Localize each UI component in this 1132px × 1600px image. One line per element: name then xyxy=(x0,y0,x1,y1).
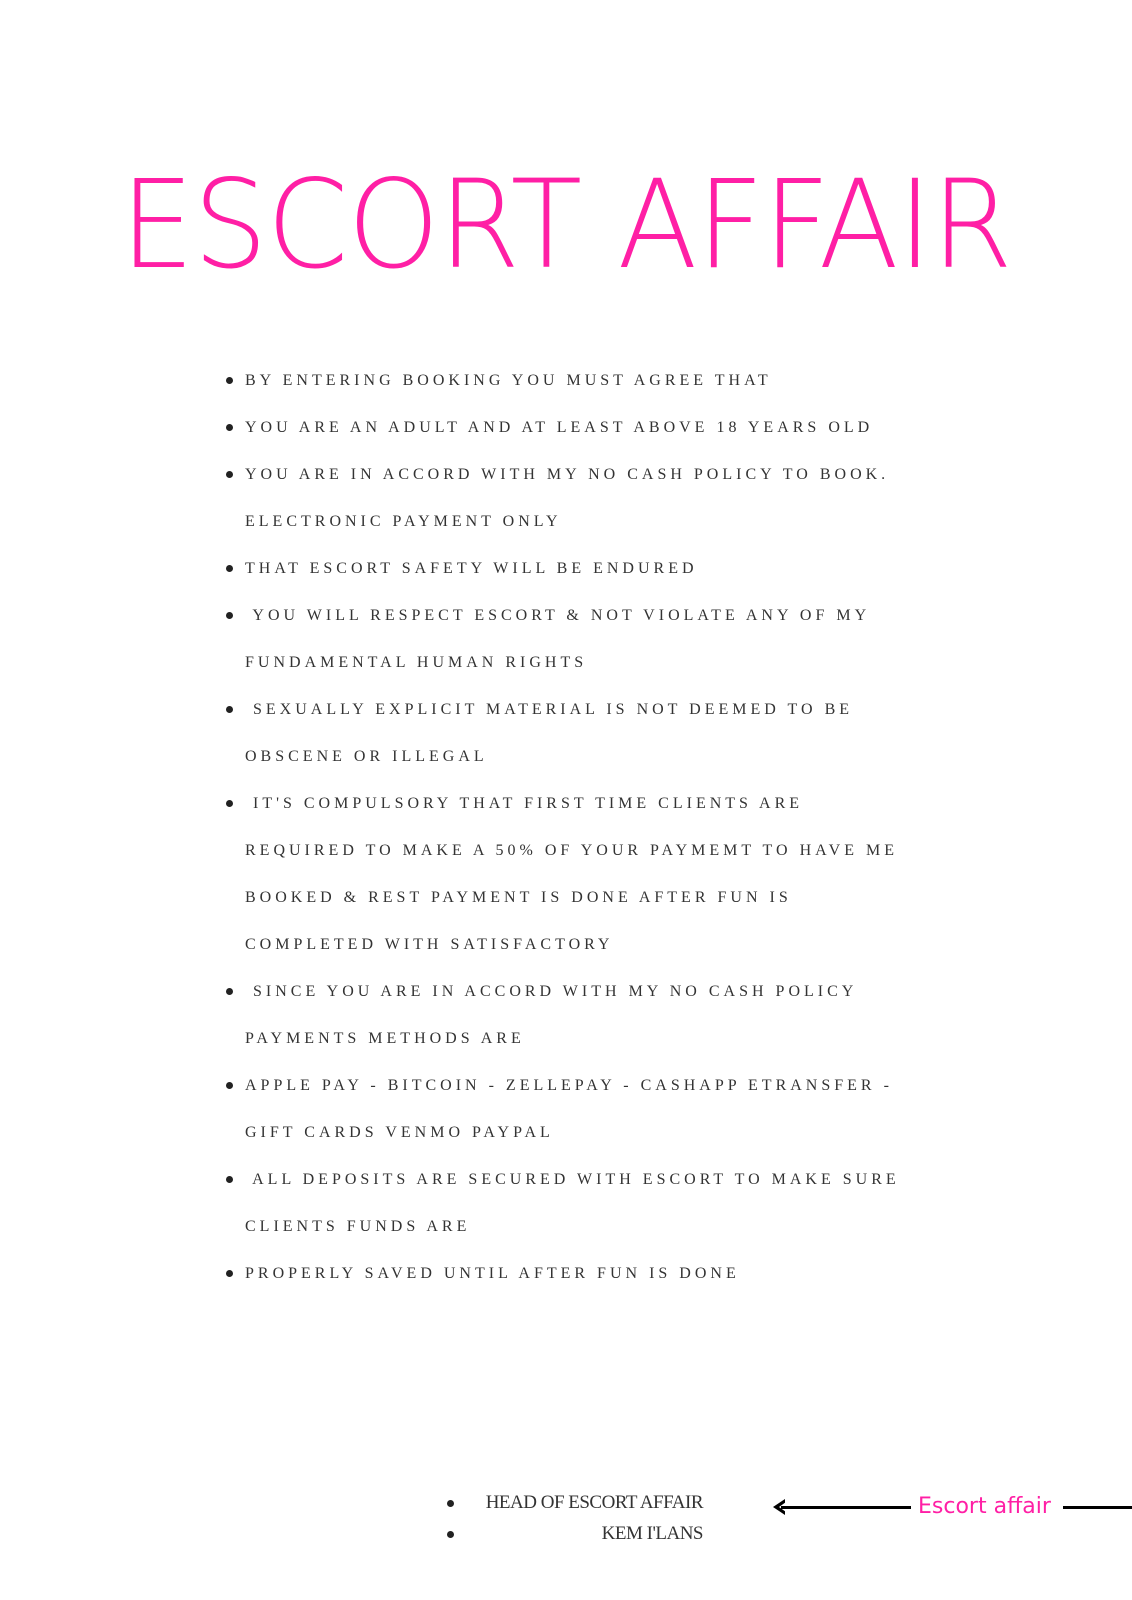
list-item xyxy=(245,968,965,1062)
term-line: REQUIRED TO MAKE A 50% OF YOUR PAYMEMT TO HAVE ME xyxy=(245,842,898,859)
term-line: BY ENTERING BOOKING YOU MUST AGREE THAT xyxy=(245,372,772,389)
term-line: PAYMENTS METHODS ARE xyxy=(245,1030,525,1047)
list-item xyxy=(245,686,965,780)
list-item xyxy=(245,1062,965,1156)
term-line: ELECTRONIC PAYMENT ONLY xyxy=(245,513,562,530)
signature-name: KEM I'LANS xyxy=(601,1523,703,1544)
bullet-icon xyxy=(226,471,233,478)
page-title: ESCORT AFFAIR xyxy=(120,154,1012,296)
term-line: ALL DEPOSITS ARE SECURED WITH ESCORT TO MAKE SURE xyxy=(245,1171,900,1188)
term-line: SEXUALLY EXPLICIT MATERIAL IS NOT DEEMED TO BE xyxy=(245,701,854,718)
bullet-icon xyxy=(226,706,233,713)
callout-line xyxy=(1063,1506,1132,1509)
list-item xyxy=(245,357,965,404)
term-line: COMPLETED WITH SATISFACTORY xyxy=(245,936,614,953)
term-line: YOU ARE AN ADULT AND AT LEAST ABOVE 18 YEARS OLD xyxy=(245,419,874,436)
term-line: GIFT CARDS VENMO PAYPAL xyxy=(245,1124,554,1141)
list-item xyxy=(245,404,965,451)
list-item xyxy=(443,1518,703,1549)
term-line: SINCE YOU ARE IN ACCORD WITH MY NO CASH POLICY xyxy=(245,983,858,1000)
term-line: YOU WILL RESPECT ESCORT & NOT VIOLATE ANY OF MY xyxy=(245,607,871,624)
list-item xyxy=(245,1250,965,1297)
term-line: CLIENTS FUNDS ARE xyxy=(245,1218,471,1235)
bullet-icon xyxy=(226,1082,233,1089)
annotation-callout xyxy=(773,1491,1132,1523)
bullet-icon xyxy=(226,1176,233,1183)
term-line: BOOKED & REST PAYMENT IS DONE AFTER FUN IS xyxy=(245,889,792,906)
list-item xyxy=(245,451,965,545)
term-line: THAT ESCORT SAFETY WILL BE ENDURED xyxy=(245,560,698,577)
bullet-icon xyxy=(226,612,233,619)
bullet-icon xyxy=(226,424,233,431)
term-line: YOU ARE IN ACCORD WITH MY NO CASH POLICY TO BOOK. xyxy=(245,466,890,483)
list-item xyxy=(245,545,965,592)
bullet-icon xyxy=(226,1270,233,1277)
term-line: OBSCENE OR ILLEGAL xyxy=(245,748,488,765)
terms-list xyxy=(245,357,965,1297)
list-item xyxy=(245,780,965,968)
list-item xyxy=(245,1156,965,1250)
term-line: APPLE PAY - BITCOIN - ZELLEPAY - CASHAPP ETRANSFER - xyxy=(245,1077,893,1094)
bullet-icon xyxy=(226,377,233,384)
term-line: PROPERLY SAVED UNTIL AFTER FUN IS DONE xyxy=(245,1265,740,1282)
list-item xyxy=(443,1487,703,1518)
bullet-icon xyxy=(226,800,233,807)
signature-list xyxy=(443,1487,703,1549)
term-line: IT'S COMPULSORY THAT FIRST TIME CLIENTS ARE xyxy=(245,795,804,812)
list-item xyxy=(245,592,965,686)
annotation-label: Escort affair xyxy=(918,1494,1051,1519)
bullet-icon xyxy=(447,1531,454,1538)
term-line: FUNDAMENTAL HUMAN RIGHTS xyxy=(245,654,588,671)
signature-role: HEAD OF ESCORT AFFAIR xyxy=(485,1492,703,1513)
bullet-icon xyxy=(226,565,233,572)
bullet-icon xyxy=(447,1500,454,1507)
bullet-icon xyxy=(226,988,233,995)
arrow-line xyxy=(781,1506,911,1509)
